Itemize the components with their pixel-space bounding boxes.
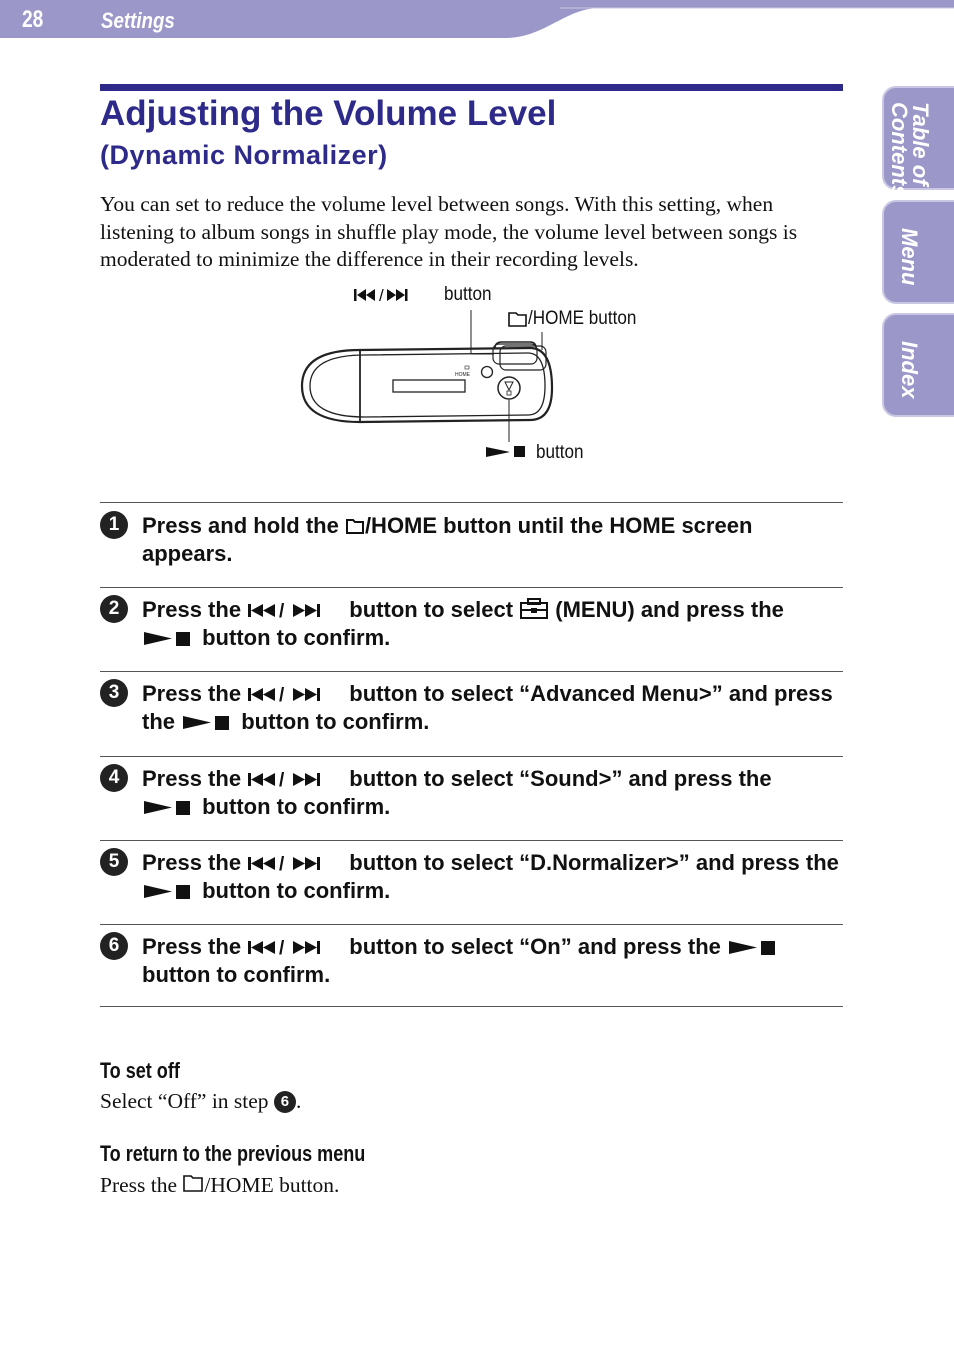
- intro-paragraph: You can set to reduce the volume level between songs. With this setting, when listening to album songs in shuffle play mode, the volume level between songs is moderated to minimize the difference in their recording levels.: [100, 192, 798, 271]
- svg-text:/: /: [379, 286, 384, 305]
- page-subtitle: (Dynamic Normalizer): [100, 140, 388, 170]
- back-text-part: Press the: [100, 1173, 183, 1197]
- step-2: [100, 587, 843, 671]
- skip-back-icon: [354, 289, 375, 301]
- step-3: [100, 671, 843, 756]
- device-diagram: [290, 280, 670, 470]
- step-text-part: button to select “Advanced Menu>” and press the: [142, 681, 833, 734]
- step-number: 2: [100, 595, 128, 623]
- steps-list: [100, 502, 843, 1006]
- step-text: [142, 849, 842, 904]
- off-text: [100, 1089, 301, 1114]
- step-text-part: Press the: [142, 681, 248, 706]
- step-text-part: button to select “D.Normalizer>” and press the: [343, 850, 839, 875]
- device-home-text: HOME: [455, 372, 470, 378]
- svg-text:/: /: [279, 938, 285, 956]
- play-stop-icon: [142, 629, 196, 647]
- svg-text:/: /: [279, 854, 285, 872]
- step-text-part: Press and hold the: [142, 513, 345, 538]
- svg-text:/: /: [279, 685, 285, 703]
- step-text: [142, 680, 842, 735]
- skip-button-label: button: [444, 284, 492, 305]
- step-1: [100, 502, 843, 587]
- play-stop-icon: [181, 713, 235, 731]
- page-header: [0, 0, 954, 40]
- title-rule: [100, 84, 843, 91]
- page-number: 28: [22, 6, 44, 33]
- play-stop-icon: [727, 938, 781, 956]
- off-text-part: .: [295, 1089, 302, 1113]
- back-text: [100, 1173, 339, 1198]
- step-number: 1: [100, 511, 128, 539]
- step-number: 3: [100, 679, 128, 707]
- step-text-part: button to select: [343, 597, 520, 622]
- steps-bottom-rule: [100, 1006, 843, 1007]
- step-text-part: button to confirm.: [196, 877, 391, 903]
- skip-forward-icon: [387, 289, 408, 301]
- play-stop-icon: [142, 798, 196, 816]
- play-stop-icon: [142, 882, 196, 900]
- skip-back-forward-icon: [247, 938, 343, 956]
- back-heading: To return to the previous menu: [100, 1141, 366, 1166]
- step-text-part: button to select “On” and press the: [343, 934, 727, 959]
- step-text-part: Press the: [142, 934, 248, 959]
- tab-menu[interactable]: [882, 200, 954, 304]
- page-title: Adjusting the Volume Level: [100, 94, 557, 133]
- section-name: Settings: [101, 8, 175, 33]
- play-button-label: button: [536, 442, 584, 463]
- tab-index-label: Index: [897, 341, 922, 399]
- step-text-part: button to confirm.: [235, 708, 430, 734]
- tab-menu-label: Menu: [897, 228, 922, 286]
- step-text-part: Press the: [142, 850, 248, 875]
- folder-icon: [182, 1173, 204, 1193]
- svg-text:/: /: [279, 601, 285, 619]
- tab-index[interactable]: [882, 313, 954, 417]
- tab-table-of-contents[interactable]: [882, 86, 954, 198]
- tab-toc-label: Table of Contents: [887, 102, 933, 198]
- step-text-part: Press the: [142, 597, 248, 622]
- step-number: 5: [100, 848, 128, 876]
- step-text-part: button to confirm.: [142, 961, 331, 987]
- folder-icon: [345, 517, 365, 535]
- step-number: 4: [100, 764, 128, 792]
- back-text-part: /HOME button.: [204, 1173, 340, 1197]
- step-ref-badge: 6: [274, 1091, 296, 1113]
- step-text-part: /HOME button until the HOME screen appears.: [142, 513, 753, 566]
- step-5: [100, 840, 843, 924]
- step-text-part: button to confirm.: [196, 793, 391, 819]
- step-6: [100, 924, 843, 1006]
- menu-toolbox-icon: [519, 597, 549, 619]
- home-button-label: /HOME button: [528, 308, 637, 329]
- step-text-part: Press the: [142, 766, 248, 791]
- svg-text:/: /: [279, 770, 285, 788]
- skip-back-forward-icon: [247, 854, 343, 872]
- step-number: 6: [100, 932, 128, 960]
- skip-back-forward-icon: [247, 770, 343, 788]
- step-text-part: button to confirm.: [196, 624, 391, 650]
- step-4: [100, 756, 843, 840]
- skip-back-forward-icon: [247, 685, 343, 703]
- step-text-part: button to select “Sound>” and press the: [343, 766, 772, 791]
- off-text-part: Select “Off” in step: [100, 1089, 274, 1113]
- off-heading: To set off: [100, 1058, 180, 1083]
- step-text: [142, 512, 842, 567]
- folder-icon: [509, 313, 526, 326]
- step-text: [142, 596, 842, 651]
- play-stop-icon: [486, 446, 525, 457]
- step-text: [142, 765, 842, 820]
- skip-back-forward-icon: [247, 601, 343, 619]
- step-text-part: (MENU) and press the: [549, 597, 784, 622]
- step-text: [142, 933, 842, 988]
